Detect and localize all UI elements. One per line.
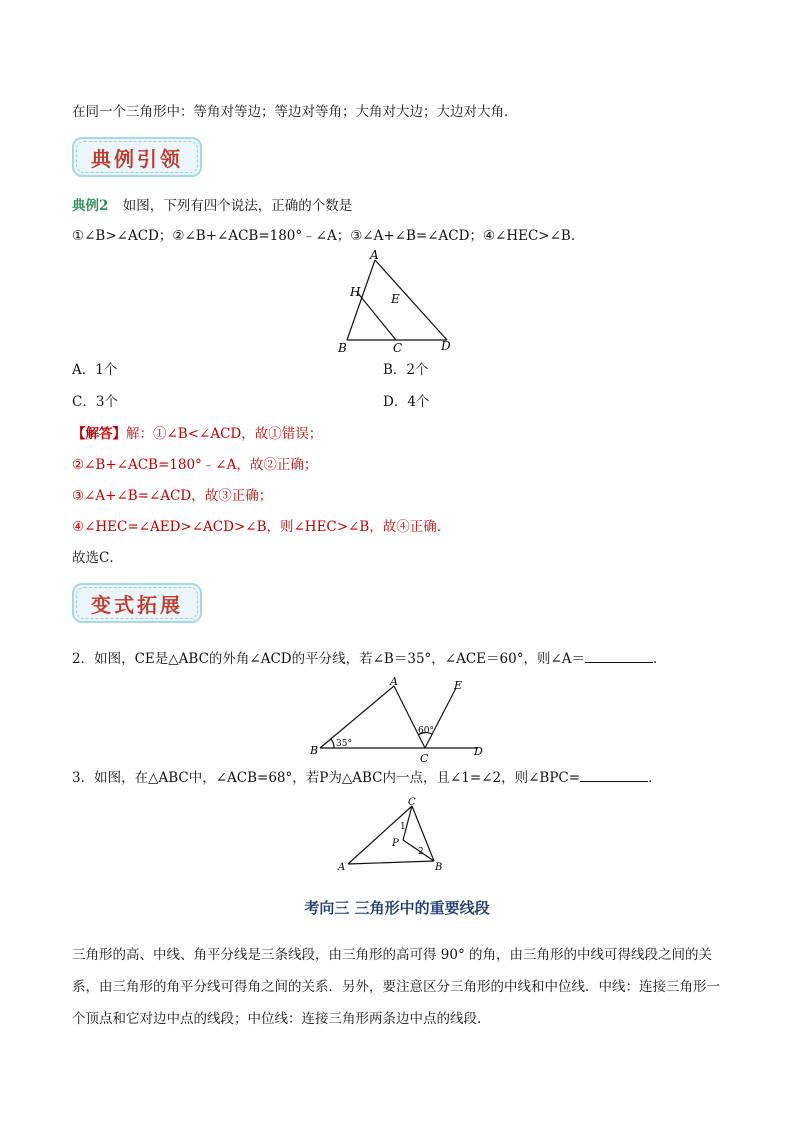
label-e: E (391, 292, 400, 306)
option-a[interactable]: A．1个 (72, 362, 118, 378)
example-figure (330, 248, 460, 358)
intro-text: 在同一个三角形中：等角对等边；等边对等角；大角对大边；大边对大角． (72, 104, 518, 120)
example-label: 典例2 (72, 198, 109, 214)
label-a-3: A (338, 862, 346, 873)
option-b[interactable]: B．2个 (383, 362, 429, 378)
label-d-2: D (474, 745, 483, 758)
label-c-3: C (408, 797, 416, 808)
label-b-3: B (435, 862, 443, 873)
example-question (72, 196, 352, 216)
example-question-text: 如图，下列有四个说法，正确的个数是 (122, 198, 353, 214)
question-2-blank[interactable] (585, 648, 653, 663)
segment-ba-2 (320, 686, 394, 748)
label-p-3: P (392, 838, 399, 849)
label-d: D (441, 339, 451, 353)
label-c: C (393, 341, 403, 355)
label-a: A (370, 248, 379, 262)
section-paragraph: 三角形的高、中线、角平分线是三条线段，由三角形的高可得 90° 的角，由三角形的中线可得线段之间的关系，由三角形的角平分线可得角之间的关系．另外，要注意区分三角形的中线和中位线．中线：连接三角形一个顶点和它对边中点的线段；中位线：连接三角形两条边中点的线段. (72, 947, 720, 1027)
label-b: B (338, 341, 347, 355)
solution-line-4: ④∠HEC=∠AED>∠ACD>∠B，则∠HEC>∠B，故④正确． (72, 519, 451, 535)
option-d[interactable]: D．4个 (383, 394, 430, 410)
question-2-figure (308, 676, 494, 766)
label-c-2: C (420, 752, 429, 765)
banner-example-text: 典例引领 (91, 146, 183, 171)
question-2: 2．如图，CE是△ABC的外角∠ACD的平分线，若∠B＝35°，∠ACE＝60°，则∠A＝ ． (72, 648, 667, 669)
banner-variant-text: 变式拓展 (91, 592, 183, 617)
segment-ce-2 (425, 688, 456, 748)
label-angle-c-2: 60° (418, 726, 434, 736)
option-c[interactable]: C．3个 (72, 394, 118, 410)
label-b-2: B (310, 744, 319, 757)
solution-conclusion: 故选C． (72, 550, 123, 566)
solution-line-3: ③∠A+∠B=∠ACD，故③正确； (72, 488, 273, 504)
label-angle-2: 2 (418, 847, 424, 857)
solution-line-2: ②∠B+∠ACB=180°﹣∠A，故②正确； (72, 457, 318, 473)
example-statements: ①∠B>∠ACD；②∠B+∠ACB=180°﹣∠A；③∠A+∠B=∠ACD；④∠HEC>∠B． (72, 228, 585, 244)
segment-ac-3 (348, 806, 412, 864)
banner-example (72, 137, 202, 177)
segment-ab (347, 260, 375, 340)
question-3: 3．如图，在△ABC中，∠ACB=68°，若P为△ABC内一点，且∠1=∠2，则∠BPC= ． (72, 767, 662, 788)
segment-ac-2 (394, 686, 425, 748)
solution-line-1-text: 解：①∠B<∠ACD，故①错误； (126, 426, 323, 442)
solution-tag: 【解答】 (72, 426, 126, 442)
segment-ab-3 (348, 861, 434, 864)
question-3-blank[interactable] (580, 767, 648, 782)
question-3-figure (336, 796, 456, 876)
label-angle-b-2: 35° (336, 739, 352, 749)
section-title: 考向三 三角形中的重要线段 (304, 899, 490, 917)
label-h: H (350, 285, 361, 299)
angle-b-arc (331, 739, 334, 748)
question-3-text: 3．如图，在△ABC中，∠ACB=68°，若P为△ABC内一点，且∠1=∠2，则∠BPC= (72, 770, 581, 786)
solution-line-1 (72, 424, 322, 444)
label-a-2: A (390, 676, 398, 688)
label-angle-1: 1 (400, 822, 406, 832)
question-2-text: 2．如图，CE是△ABC的外角∠ACD的平分线，若∠B＝35°，∠ACE＝60°，则∠A＝ (72, 651, 586, 667)
banner-variant (72, 583, 202, 623)
label-e-2: E (454, 679, 463, 692)
